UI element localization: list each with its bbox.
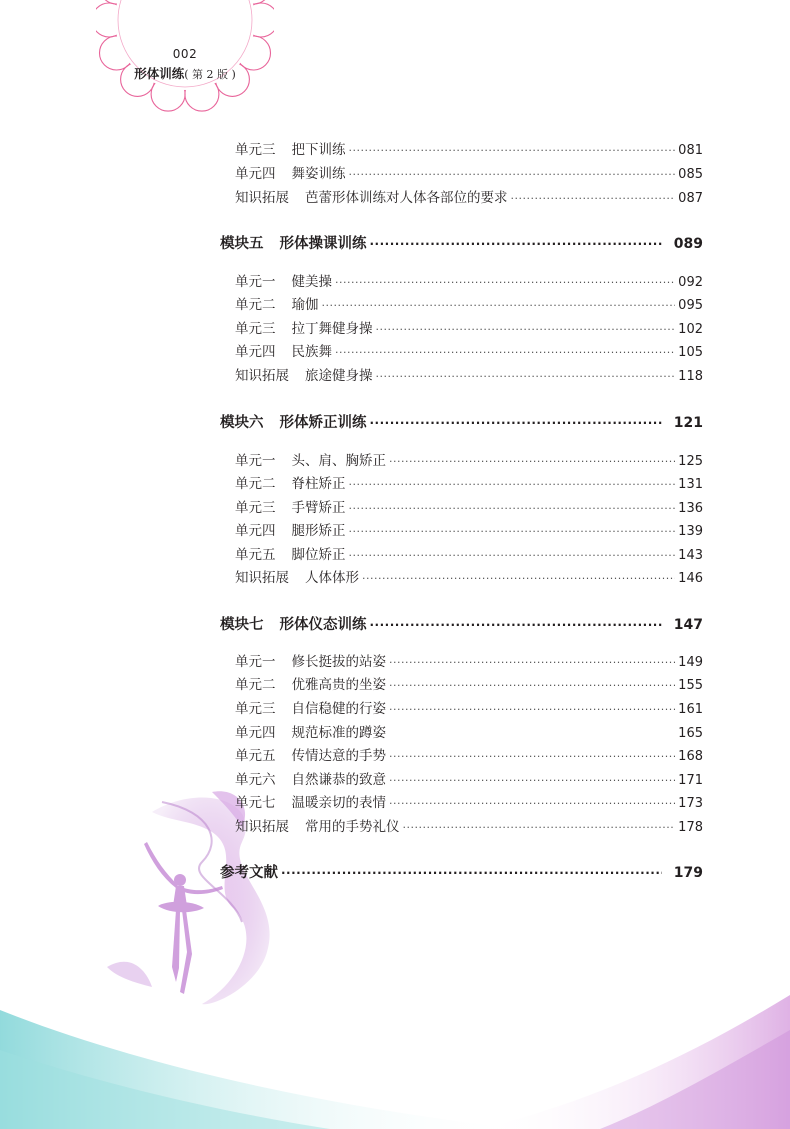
dot-leader [376,323,676,336]
dot-leader [389,703,675,716]
toc-page-number: 102 [678,322,703,337]
toc-title: 传情达意的手势 [291,748,386,764]
toc-title: 脚位矫正 [291,547,346,563]
toc-unit-number: 单元四 [235,725,276,741]
toc-entry-label [235,449,386,469]
toc-module-row [220,232,703,253]
toc-title: 规范标准的蹲姿 [291,725,386,741]
toc-unit-number: 单元四 [235,344,276,360]
toc-title: 瑜伽 [291,297,319,313]
dot-leader [322,299,676,312]
toc-module-row [220,411,703,432]
toc-page-number: 118 [678,369,703,384]
toc-page-number: 171 [678,773,703,788]
dot-leader [362,572,675,585]
toc-title: 自信稳健的行姿 [291,701,386,717]
toc-unit-number: 单元二 [235,476,276,492]
dot-leader [370,416,662,430]
toc-page-number: 139 [678,524,703,539]
toc-unit-number: 单元三 [235,500,276,516]
toc-page-number: 121 [673,415,703,431]
toc-entry-label [220,861,278,882]
toc-page-number: 143 [678,548,703,563]
toc-unit-number: 单元四 [235,523,276,539]
toc-title: 脊柱矫正 [291,476,346,492]
toc-unit-number: 单元一 [235,274,276,290]
toc-entry-label [235,496,346,516]
toc-page-number: 149 [678,655,703,670]
toc-unit-number: 参考文献 [220,865,278,881]
toc-entry-label [235,673,386,693]
dot-leader [389,797,675,810]
dot-leader [389,455,675,468]
toc-page-number: 089 [673,236,703,252]
dot-leader [349,144,676,157]
toc-unit-number: 单元一 [235,654,276,670]
toc-unit-row [235,449,703,469]
toc-page-number: 147 [673,617,703,633]
toc-entry-label [235,744,386,764]
dot-leader [376,370,676,383]
toc-entry-label [235,650,386,670]
toc-title: 形体矫正训练 [279,415,367,431]
toc-title: 形体操课训练 [279,236,367,252]
toc-entry-label [235,317,373,337]
toc-page-number: 161 [678,702,703,717]
toc-unit-number: 知识拓展 [235,570,289,586]
toc-unit-row [235,791,703,811]
toc-entry-label [235,791,386,811]
toc-entry-label [235,340,332,360]
toc-entry-label [235,293,319,313]
toc-entry-label [235,186,508,206]
toc-entry-label [235,472,346,492]
toc-unit-number: 单元三 [235,142,276,158]
toc-unit-row [235,815,703,835]
toc-unit-number: 单元七 [235,795,276,811]
book-title-text: 形体训练 [134,66,185,81]
toc-title: 民族舞 [291,344,332,360]
toc-entry-label [220,613,367,634]
edition-label: ( 第 2 版 ) [184,68,236,81]
toc-unit-row [235,293,703,313]
toc-unit-row [235,566,703,586]
toc-entry-label [235,697,386,717]
toc-unit-row [235,364,703,384]
toc-unit-row [235,340,703,360]
toc-entry-label [220,411,367,432]
toc-unit-number: 单元四 [235,166,276,182]
toc-unit-number: 单元一 [235,453,276,469]
dot-leader [335,346,675,359]
dot-leader [335,276,675,289]
dot-leader [349,502,676,515]
toc-entry-label [235,364,373,384]
toc-entry-label [235,543,346,563]
toc-title: 自然谦恭的致意 [291,772,386,788]
dot-leader [349,478,676,491]
dot-leader [389,774,675,787]
toc-title: 手臂矫正 [291,500,346,516]
toc-unit-row [235,673,703,693]
toc-page-number: 136 [678,501,703,516]
toc-unit-number: 知识拓展 [235,190,289,206]
toc-entry-label [235,768,386,788]
dot-leader [403,821,676,834]
toc-title: 腿形矫正 [291,523,346,539]
toc-page-number: 131 [678,477,703,492]
toc-module-row [220,613,703,634]
toc-page-number: 105 [678,345,703,360]
toc-title: 健美操 [291,274,332,290]
toc-page-number: 092 [678,275,703,290]
toc-page-number: 155 [678,678,703,693]
toc-title: 修长挺拔的站姿 [291,654,386,670]
toc-unit-number: 单元三 [235,701,276,717]
toc-unit-number: 模块七 [220,617,264,633]
toc-unit-number: 模块五 [220,236,264,252]
toc-entry-label [235,815,400,835]
toc-title: 优雅高贵的坐姿 [291,677,386,693]
toc-unit-row [235,186,703,206]
toc-unit-number: 模块六 [220,415,264,431]
toc-page-number: 146 [678,571,703,586]
toc-page-number: 179 [673,865,703,881]
toc-unit-row [235,650,703,670]
dot-leader [389,679,675,692]
toc-page-number: 165 [678,726,703,741]
toc-page-number: 173 [678,796,703,811]
toc-unit-row [235,697,703,717]
toc-entry-label [235,721,386,741]
toc-entry-label [235,138,346,158]
toc-title: 常用的手势礼仪 [305,819,400,835]
dot-leader [511,192,676,205]
toc-title: 温暖亲切的表情 [291,795,386,811]
toc-page-number: 087 [678,191,703,206]
toc-unit-row [235,768,703,788]
toc-title: 形体仪态训练 [279,617,367,633]
toc-unit-number: 单元五 [235,547,276,563]
toc-page-number: 178 [678,820,703,835]
toc-page-number: 085 [678,167,703,182]
toc-unit-row [235,543,703,563]
toc-entry-label [235,270,332,290]
dot-leader [349,168,676,181]
toc-unit-number: 单元三 [235,321,276,337]
toc-page-number: 125 [678,454,703,469]
dot-leader [281,866,662,880]
dot-leader [370,618,662,632]
dot-leader [389,656,675,669]
toc-unit-number: 单元六 [235,772,276,788]
toc-unit-row [235,744,703,764]
toc-unit-row [235,270,703,290]
toc-unit-row [235,721,703,741]
toc-unit-row [235,472,703,492]
toc-entry-label [235,566,359,586]
toc-title: 旅途健身操 [305,368,373,384]
page-number: 002 [172,47,198,61]
toc-title: 拉丁舞健身操 [291,321,373,337]
toc-title: 头、肩、胸矫正 [291,453,386,469]
toc-unit-row [235,317,703,337]
toc-unit-number: 知识拓展 [235,368,289,384]
dot-leader [389,750,675,763]
toc-unit-number: 知识拓展 [235,819,289,835]
toc-unit-row [235,138,703,158]
toc-unit-row [235,496,703,516]
toc-unit-number: 单元五 [235,748,276,764]
toc-title: 人体体形 [305,570,359,586]
toc-entry-label [220,232,367,253]
toc-unit-row [235,519,703,539]
dot-leader [349,549,676,562]
toc-module-row [220,861,703,882]
toc-title: 把下训练 [291,142,346,158]
toc-page-number: 168 [678,749,703,764]
toc-entry-label [235,162,346,182]
toc-title: 舞姿训练 [291,166,346,182]
toc-entry-label [235,519,346,539]
dot-leader [370,237,662,251]
toc-unit-row [235,162,703,182]
toc-unit-number: 单元二 [235,297,276,313]
toc-unit-number: 单元二 [235,677,276,693]
toc-title: 芭蕾形体训练对人体各部位的要求 [305,190,508,206]
dot-leader [349,525,676,538]
toc-page-number: 095 [678,298,703,313]
toc-page-number: 081 [678,143,703,158]
